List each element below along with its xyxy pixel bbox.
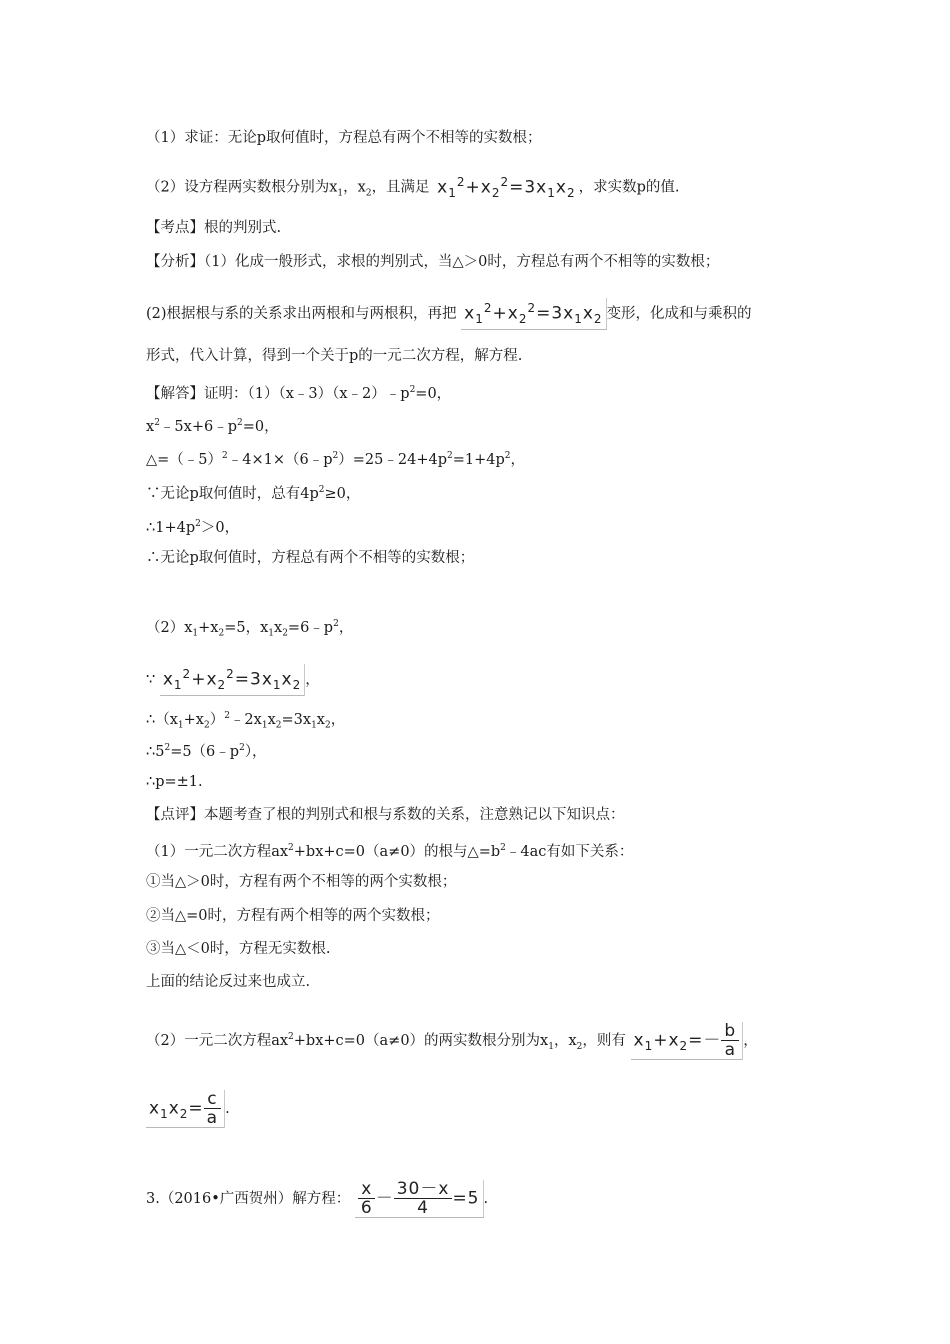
fenxi-1: 【分析】（1）化成一般形式，求根的判别式，当△＞0时，方程总有两个不相等的实数根； — [146, 254, 720, 270]
sum-of-roots-formula: $x_1+x_2=-$ $\frac{b}{a}$ — [631, 1022, 744, 1060]
dianping-1: （1）一元二次方程$ax^2+bx+c=0(a\ne 0)$的根与$\triangle=b^2﹣4ac$有如下关系： — [146, 843, 634, 860]
dianping: 【点评】本题考查了根的判别式和根与系数的关系，注意熟记以下知识点： — [146, 807, 625, 823]
part2-step-1: $(2)x_1+x_2=5$，$x_1x_2=6﹣p^2$， — [146, 619, 354, 639]
fenxi-2: (2)根据根与系的关系求出两根和与两根积，再把 $x_1^2+x_2^2=3x_1x_2$ 变形，化成和与乘积的 — [146, 298, 752, 330]
part2-step-4: $\therefore 5^2=5(6﹣p^2)$， — [146, 743, 267, 760]
product-of-roots-formula: $x_1x_2=$ $\frac{c}{a}$ — [146, 1090, 225, 1128]
case-1: ①当△＞0时，方程有两个不相等的两个实数根； — [146, 874, 457, 890]
step-1: $x^2﹣5x+6﹣p^2=0$， — [146, 418, 279, 435]
transform-formula: $x_1^2+x_2^2=3x_1x_2$ — [461, 298, 606, 330]
part2-step-3: $\therefore(x_1+x_2)^2﹣2x_1x_2=3x_1x_2$， — [146, 711, 346, 731]
case-3: ③当△＜0时，方程无实数根. — [146, 941, 331, 957]
part1-question: （1）求证：无论p取何值时，方程总有两个不相等的实数根； — [146, 130, 542, 146]
step-3: ∵无论p取何值时，总有$4p^2\ge 0$， — [146, 485, 361, 502]
question-3-equation: $\frac{x}{6}$ － $\frac{30-x}{4}$ =5 — [355, 1180, 484, 1218]
step-2: $\triangle=(﹣5)^2﹣4\times 1\times(6﹣p^2)=25﹣24+4p^2=1+4p^2$， — [146, 451, 525, 468]
given-formula: $x_1^2+x_2^2=3x_1x_2$ — [160, 664, 305, 696]
question-3: 3.（2016•广西贺州）解方程： $\frac{x}{6}$ － $\frac{30-x}{4}$ =5 . — [146, 1179, 489, 1218]
step-5: ∴无论p取何值时，方程总有两个不相等的实数根； — [146, 550, 475, 566]
converse-note: 上面的结论反过来也成立. — [146, 974, 311, 990]
jieda: 【解答】证明：$(1)(x﹣3)(x﹣2)﹣p^2=0$， — [146, 385, 452, 402]
fenxi-3: 形式，代入计算，得到一个关于p的一元二次方程，解方程. — [146, 348, 523, 364]
part2-step-5: ∴p=±1. — [146, 774, 203, 790]
product-of-roots: $x_1x_2=$ $\frac{c}{a}$ . — [146, 1090, 230, 1128]
step-4: $\therefore 1+4p^2>0$， — [146, 519, 240, 536]
dianping-2: （2）一元二次方程$ax^2+bx+c=0(a\ne 0)$的两实数根分别为$x_1$，$x_2$，则有 $x_1+x_2=-$ $\frac{b}{a}$ ， — [146, 1021, 758, 1060]
part2-step-2: ∵ $x_1^2+x_2^2=3x_1x_2$ ， — [146, 664, 320, 696]
kaodian: 【考点】根的判别式. — [146, 220, 282, 236]
case-2: ②当△=0时，方程有两个相等的两个实数根； — [146, 908, 440, 924]
part2-question: （2）设方程两实数根分别为$x_1$，$x_2$，且满足 $x_1^2+x_2^2=3x_1x_2$ ，求实数p的值. — [146, 172, 679, 203]
condition-formula: $x_1^2+x_2^2=3x_1x_2$ — [437, 175, 576, 201]
